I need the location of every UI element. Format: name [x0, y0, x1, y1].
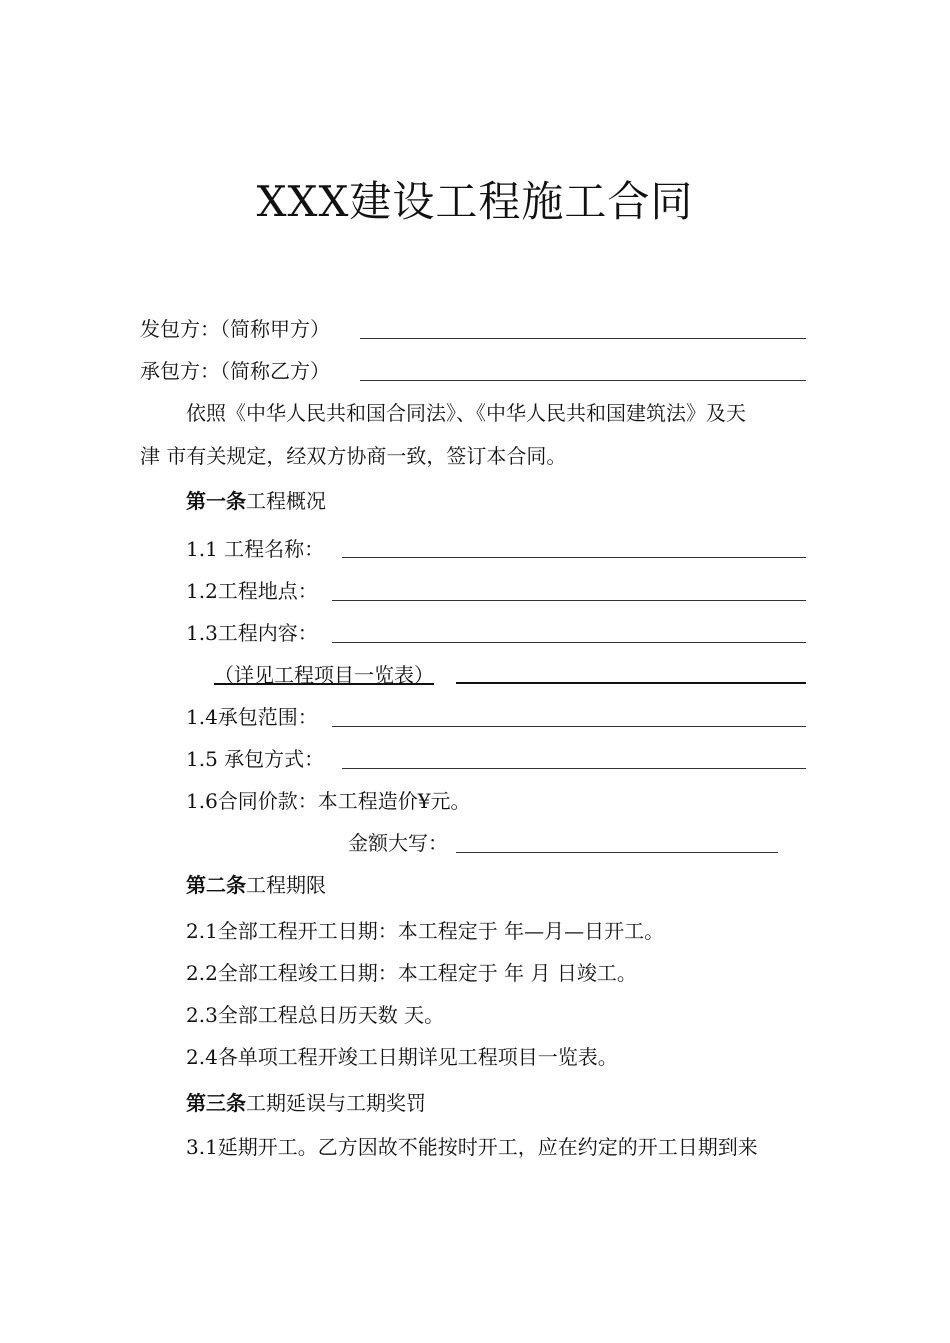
preamble-line-2: 津 市有关规定，经双方协商一致，签订本合同。 [140, 444, 567, 468]
party-a-blank[interactable] [360, 338, 806, 339]
item-2-4: 2.4各单项工程开竣工日期详见工程项目一览表。 [186, 1045, 618, 1069]
preamble-line-1: 依照《中华人民共和国合同法》、《中华人民共和国建筑法》及天 [186, 401, 746, 425]
item-1-6-label: 1.6合同价款：本工程造价¥元。 [186, 789, 471, 813]
article-3-title: 工期延误与工期奖罚 [246, 1091, 426, 1115]
contract-scope-blank[interactable] [332, 726, 806, 727]
article-2-heading [186, 868, 326, 902]
item-1-2-label: 1.2工程地点： [186, 579, 318, 603]
contract-title: XXX建设工程施工合同 [256, 177, 694, 226]
project-content-blank-2[interactable] [456, 682, 806, 684]
party-a-label: 发包方：（简称甲方） [140, 317, 330, 341]
item-2-2: 2.2全部工程竣工日期：本工程定于 年 月 日竣工。 [186, 961, 637, 985]
contract-method-blank[interactable] [342, 768, 806, 769]
article-1-heading [186, 484, 326, 518]
article-1-number: 第一条 [186, 489, 246, 513]
article-1-title: 工程概况 [246, 489, 326, 513]
item-3-1: 3.1延期开工。乙方因故不能按时开工，应在约定的开工日期到来 [186, 1135, 758, 1159]
article-3-heading [186, 1086, 426, 1120]
party-b-label: 承包方：（简称乙方） [140, 359, 330, 383]
item-1-5-label: 1.5 承包方式： [186, 747, 325, 771]
party-b-blank[interactable] [360, 380, 806, 381]
project-content-blank[interactable] [332, 642, 806, 643]
item-1-1-label: 1.1 工程名称： [186, 537, 325, 561]
amount-words-blank[interactable] [456, 852, 778, 853]
item-2-3: 2.3全部工程总日历天数 天。 [186, 1003, 445, 1027]
project-location-blank[interactable] [332, 600, 806, 601]
item-1-4-label: 1.4承包范围： [186, 705, 318, 729]
article-3-number: 第三条 [186, 1091, 246, 1115]
item-1-3-label: 1.3工程内容： [186, 621, 318, 645]
article-2-title: 工程期限 [246, 873, 326, 897]
amount-words-label: 金额大写： [348, 831, 448, 855]
item-2-1: 2.1全部工程开工日期：本工程定于 年—月—日开工。 [186, 919, 665, 943]
project-name-blank[interactable] [342, 557, 806, 558]
article-2-number: 第二条 [186, 873, 246, 897]
item-1-3-note: （详见工程项目一览表） [214, 663, 434, 687]
